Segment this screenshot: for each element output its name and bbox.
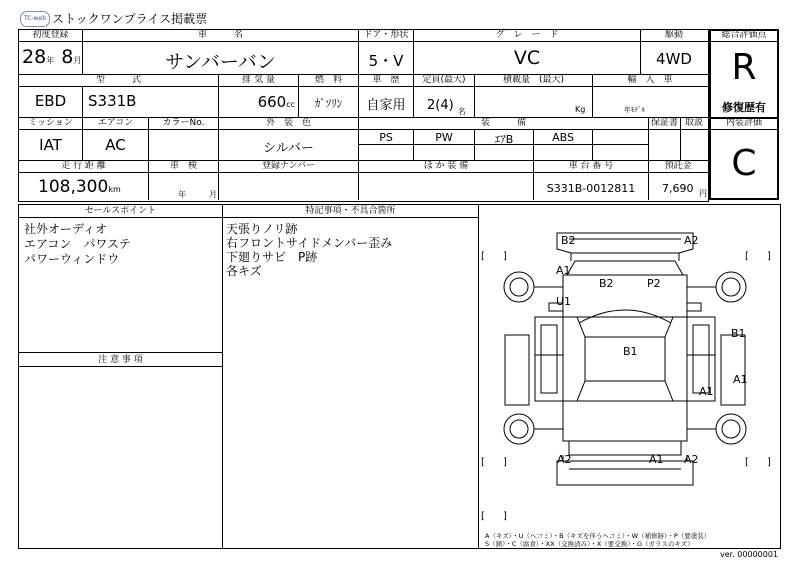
first-reg-label: 初度登録: [32, 30, 69, 40]
equipment-pw: PW: [435, 131, 453, 144]
repair-history-note: 修復歴有: [722, 101, 766, 114]
svg-text:]: ]: [503, 511, 507, 522]
warranty-label: 保証書: [650, 118, 678, 128]
interior-score: C: [731, 143, 757, 184]
inspection-year: 年: [178, 190, 186, 199]
svg-text:]: ]: [767, 457, 771, 468]
load-label: 積載量 (最大): [502, 75, 565, 85]
mark-right-door: B1: [731, 327, 746, 340]
doors-value: 5・V: [368, 52, 404, 70]
legend-line-1-text: A（キズ）・U（ヘコミ）・B（キズを伴うヘコミ）・W（補修跡）・P（要塗装）: [485, 532, 711, 540]
name-label: 車 名: [197, 30, 243, 40]
inspection-month: 月: [209, 190, 217, 199]
svg-text:[: [: [745, 457, 749, 468]
svg-text:[: [: [481, 511, 485, 522]
mission-value: IAT: [39, 136, 62, 154]
remark-3: 下廻りサビ P跡: [226, 250, 318, 264]
svg-text:[: [: [745, 251, 749, 262]
equipment-airbag: ｴｱB: [494, 133, 514, 146]
mileage-label: 走 行 距 離: [61, 161, 106, 171]
deposit-label: 預託金: [664, 161, 692, 171]
fuel-value: ｶﾞｿﾘﾝ: [314, 97, 343, 110]
plate-label: 登録ナンバー: [262, 161, 315, 171]
equipment-label: 装 備: [480, 118, 526, 128]
model-value: S331B: [88, 92, 137, 110]
color-no-label: カラーNo.: [162, 118, 205, 128]
svg-text:[: [: [481, 251, 485, 262]
interior-score-label: 内装評価: [725, 118, 762, 128]
aircon-label: エアコン: [97, 118, 134, 128]
equipment-ps: PS: [379, 131, 393, 144]
remark-2: 右フロントサイドメンバー歪み: [226, 236, 393, 250]
overall-score-label: 総合評価点: [721, 30, 767, 40]
mark-rear-right: A1: [699, 385, 714, 398]
version-label: ver. 00000001: [720, 550, 779, 559]
drive-label: 駆動: [664, 30, 683, 40]
sales-points-label: セールスポイント: [84, 206, 157, 216]
mark-roof: B1: [623, 345, 638, 358]
fuel-label: 燃 料: [314, 75, 342, 85]
deposit-value: 7,690: [662, 182, 694, 195]
mission-label: ミッション: [28, 118, 73, 128]
equipment-abs: ABS: [552, 131, 574, 144]
sales-point-3: パワーウィンドウ: [24, 252, 120, 266]
doors-label: ドア・形状: [363, 30, 409, 40]
mark-hood-right: P2: [647, 277, 661, 290]
history-label: 車 歴: [372, 75, 400, 85]
sales-point-2: エアコン パワステ: [24, 237, 131, 251]
mark-rear-left: A2: [557, 453, 572, 466]
logo: TC-web: [20, 11, 50, 27]
mark-rear-center: A1: [649, 453, 664, 466]
svg-text:]: ]: [503, 457, 507, 468]
svg-text:]: ]: [767, 251, 771, 262]
grade-value: VC: [513, 47, 541, 69]
manual-label: 取説: [684, 118, 703, 128]
model-label: 型 式: [95, 75, 141, 85]
inspection-label: 車 検: [169, 161, 197, 171]
document-title: ストックワンプライス掲載票: [52, 12, 208, 26]
vehicle-damage-diagram: [479, 205, 778, 547]
history-value: 自家用: [366, 98, 406, 113]
capacity-label: 定員(最大): [422, 75, 466, 85]
vehicle-name: サンバーバン: [165, 51, 276, 73]
mark-front-left: A1: [556, 264, 571, 277]
load-unit: Kg: [575, 105, 586, 114]
mark-rear-bumper: A2: [684, 453, 699, 466]
deposit-unit: 円: [699, 189, 707, 198]
capacity-value: 2(4) $_名$: [427, 98, 466, 116]
mark-front-bumper-right: A2: [684, 234, 699, 247]
chassis-value: S331B-0012811: [546, 182, 636, 195]
model-prefix: EBD: [34, 92, 67, 110]
import-note: 年ﾓﾃﾞﾙ: [624, 106, 645, 114]
mark-hood-left: B2: [599, 277, 614, 290]
other-equipment-label: ほ か 装 備: [423, 161, 469, 171]
mileage-value: 108,300km: [38, 177, 121, 197]
remarks-label: 特記事項・不具合箇所: [305, 206, 396, 216]
drive-value: 4WD: [656, 50, 692, 68]
mark-front-bumper-left: B2: [561, 234, 576, 247]
remark-4: 各キズ: [226, 264, 262, 278]
remark-1: 天張りノリ跡: [226, 222, 298, 236]
aircon-value: AC: [105, 136, 126, 154]
mark-right-side: A1: [733, 373, 748, 386]
mark-left-side: U1: [556, 295, 572, 308]
import-label: 輸 入 車: [627, 75, 673, 85]
svg-text:]: ]: [503, 251, 507, 262]
exterior-label: 外 装 色: [265, 118, 311, 128]
displacement-value: 660cc: [257, 93, 295, 111]
first-reg-value: 28年 8月: [22, 46, 82, 68]
notes-label: 注 意 事 項: [98, 355, 143, 365]
sales-point-1: 社外オーディオ: [24, 222, 108, 236]
svg-text:[: [: [481, 457, 485, 468]
legend-line-2-text: S（錆）・C（腐食）・XX（交換済み）・X（要交換）・G（ガラスのキズ）: [485, 540, 694, 548]
grade-label: グ レ ー ド: [495, 30, 559, 40]
chassis-label: 車 台 番 号: [568, 161, 614, 171]
overall-score: R: [731, 47, 757, 88]
displacement-label: 排 気 量: [242, 75, 275, 85]
exterior-value: シルバー: [263, 141, 314, 156]
